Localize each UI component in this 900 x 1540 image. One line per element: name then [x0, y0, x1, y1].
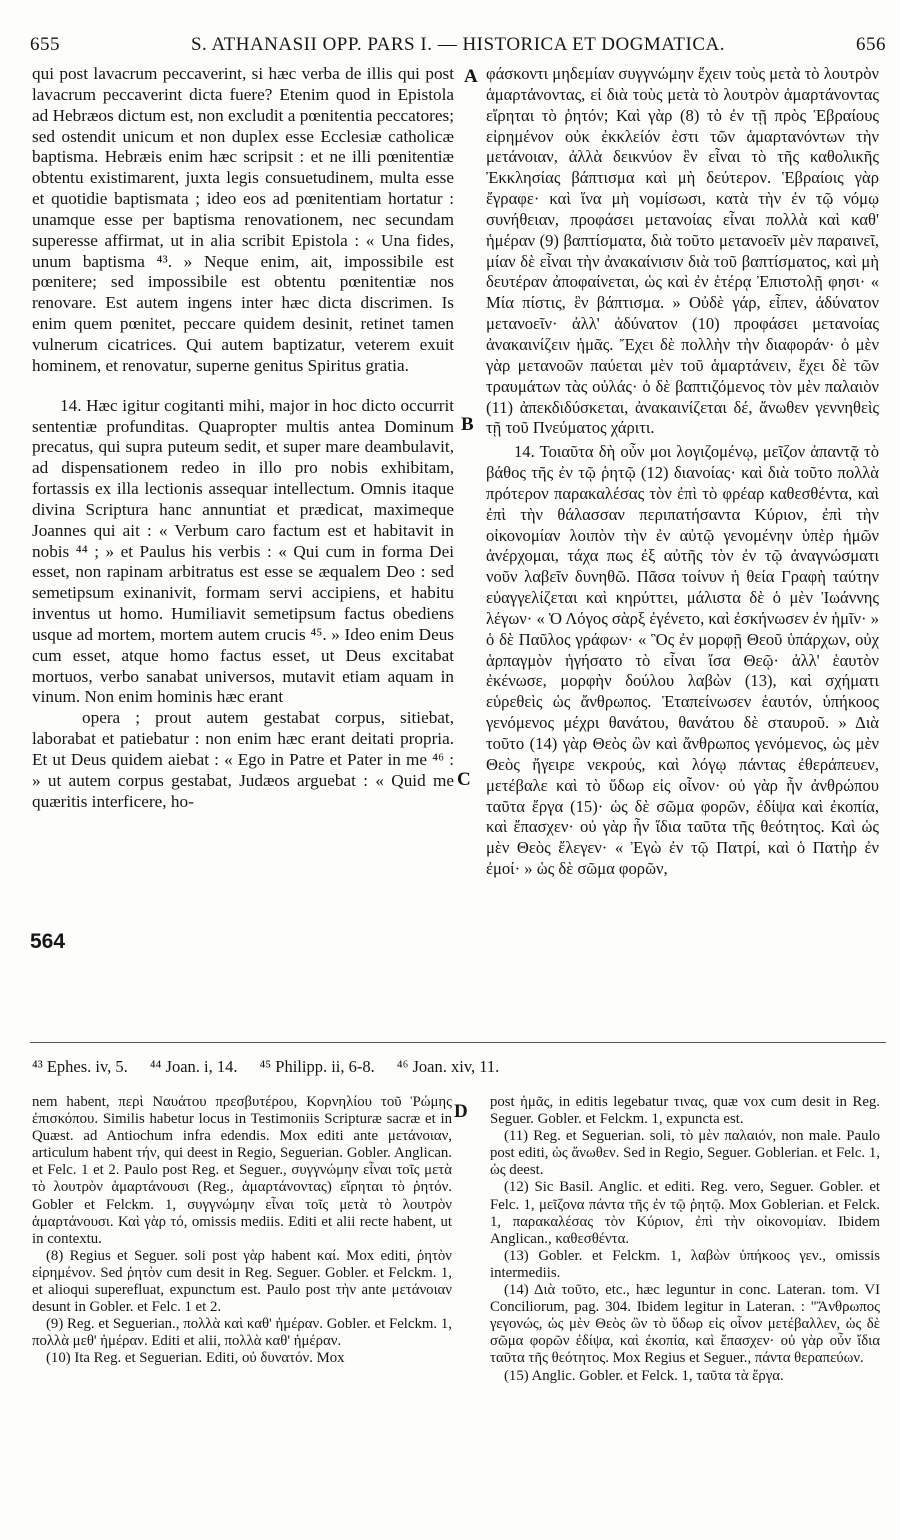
- notes-left-column: [32, 1094, 452, 1368]
- greek-paragraph-2: 14. Τοιαῦτα δὴ οὖν μοι λογιζομένῳ, μεῖζον ἀπαντᾷ τὸ βάθος τῆς ἐν τῷ ῥητῷ (12) διανοίας· καὶ διὰ τοῦτο πολλὰ πρότερον παρακαλέσας τὸν ἐπὶ τὸ φρέαρ καθεσθέντα, καὶ ἐπὶ τὴν θάλασσαν περιπατήσαντα Κύριον, ἐπὶ τὴν οἰκονομίαν λοιπὸν τὴν ἐν αὐτῷ γενομένην ὑπὲρ ἡμῶν ἀνέρχομαι, τάχα πως ἐξ αὐτῆς τὸν ἐν τῷ ἀναγνώσματι νοῦν λαβεῖν δυνηθῶ. Πᾶσα τοίνυν ἡ θεία Γραφὴ ταύτην εὐαγγελίζεται καὶ κηρύττει, μάλιστα δὲ ὁ μὲν Ἰωάννης λέγων· « Ὁ Λόγος σὰρξ ἐγένετο, καὶ ἐσκήνωσεν ἐν ἡμῖν· » ὁ δὲ Παῦλος γράφων· « Ὃς ἐν μορφῇ Θεοῦ ὑπάρχων, οὐχ ἁρπαγμὸν ἡγήσατο τὸ εἶναι ἴσα Θεῷ· ἀλλ' ἑαυτὸν ἐκένωσε, μορφὴν δούλου λαβὼν (13), καὶ σχήματι εὑρεθεὶς ὡς ἄνθρωπος. Ἐταπείνωσεν ἑαυτόν, ὑπήκοος γενόμενος μέχρι θανάτου, θανάτου δὲ σταυροῦ. » Διὰ τοῦτο (14) γὰρ Θεὸς ὢν καὶ ἄνθρωπος γενόμενος, ὡς μὲν Θεὸς ἤγειρε νεκρούς, καὶ λόγῳ πάντας ἐθεράπευεν, μετέβαλε καὶ τὸ ὕδωρ εἰς οἶνον· οὐ γὰρ ἦν ἀνθρώπου ταῦτα ἔργα (15)· ὡς δὲ σῶμα φορῶν, ἐδίψα καὶ ἐκοπία, καὶ ἔπασχεν· οὐ γὰρ ἦν ἴδια ταῦτα τῆς θεότητος. Καὶ ὡς μὲν Θεὸς ἔλεγεν· « Ἐγὼ ἐν τῷ Πατρί, καὶ ὁ Πατὴρ ἐν ἐμοί· » ὡς δὲ σῶμα φορῶν,: [486, 442, 879, 879]
- latin-paragraph-1: qui post lavacrum peccaverint, si hæc verba de illis qui post lavacrum peccaverint dicta fuere? Etenim quod in Epistola ad Hebræos dictum est, non excludit a pœnitentia peccatores; sed ostendit unicum et non duplex esse Ecclesiæ catholicæ baptisma. Hebræis enim hæc scripsit : et ne illi pœnitentiæ obtentu existimarent, juxta legis consuetudinem, multa esse et quotidie baptismata ; ideo eos ad pœnitentiam hortatur : unamque esse per baptisma renovationem, nec secundam superesse affirmat, ut in alia scribit Epistola : « Una fides, unum baptisma ⁴³. » Neque enim, ait, impossibile est pœnitere; sed impossibile est obtentu pœnitentiæ nos renovare. Est autem ingens inter hæc dicta discrimen. Is enim quem pœnitet, peccare quidem desinit, retinet tamen vulnerum cicatrices. Qui autem baptizatur, veterem exuit hominem, et renovatur, superne genitus Spiritus gratia.: [32, 64, 454, 375]
- scripture-ref: ⁴⁴ Joan. i, 14.: [149, 1057, 238, 1076]
- note: (14) Διὰ τοῦτο, etc., hæc leguntur in conc. Lateran. tom. VI Conciliorum, pag. 304. Ibidem legitur in Lateran. : "Ἄνθρωπος γεγονώς, ὡς μὲν Θεὸς ὢν τὸ ὕδωρ εἰς οἶνον μετέβαλλεν, ὡς δὲ σῶμα φορῶν ἐδίψα, καὶ ἐκοπία, καὶ ἔπασχεν· οὐ γὰρ οὖν ἴδια ταῦτα τῆς θεότητος. Mox Regius et Seguer., πάντα θεραπεύων.: [490, 1282, 880, 1367]
- note: (13) Gobler. et Felckm. 1, λαβὼν ὑπήκοος γεν., omissis intermediis.: [490, 1247, 880, 1281]
- running-title: S. ATHANASII OPP. PARS I. — HISTORICA ET DOGMATICA.: [190, 34, 726, 55]
- note: nem habent, περὶ Ναυάτου πρεσβυτέρου, Κορνηλίου τοῦ Ῥώμης ἐπισκόπου. Similis habetur locus in Testimoniis Scripturæ sacræ et in Quæst. ad Antiochum infra edendis. Mox editi ante μετάνοιαν, articulum habent τήν, qui deest in Regio, Seguerian. Gobler. Anglican. et Felc. 1 et 2. Paulo post Reg. et Seguer., συγγνώμην εἶναι τοῖς μετὰ τὸ λουτρὸν ἁμαρτάνουσι (Reg., ἁμαρτάνοντας) εἴρηται τὸ ῥητόν. Gobler et Felckm. 1, συγγνώμην εἶναι τοῖς μετὰ τὸ λουτρὸν ἁμαρτάνουσι. Καὶ γὰρ τό, omissis mediis. Editi et alii recte habent, ut in contextu.: [32, 1094, 452, 1247]
- latin-paragraph-2: 14. Hæc igitur cogitanti mihi, major in hoc dicto occurrit sententiæ profunditas. Quapropter multis antea Dominum precatus, qui supra puteum sedit, et super mare deambulavit, ad dispensationem redeo in illo pro nobis exhibitam, fortassis ex illa lectionis assequar intellectum. Omnis itaque divina Scriptura hanc annuntiat et prædicat, maximeque Joannes qui ait : « Verbum caro factum est et habitavit in nobis ⁴⁴ ; » et Paulus his verbis : « Qui cum in forma Dei esset, non rapinam arbitratus est esse se æqualem Deo : sed semetipsum exinanivit, formam servi accipiens, et habitu inventus ut homo. Humiliavit semetipsum factus obediens usque ad mortem, mortem autem crucis ⁴⁵. » Ideo enim Deus cum esset, atque homo factus esset, ut Deus excitabat mortuos, verbo sanabat universos, mutavit etiam aquam in vinum. Non enim hominis hæc erant: [32, 395, 454, 707]
- scripture-references: [32, 1057, 880, 1077]
- note: (15) Anglic. Gobler. et Felck. 1, ταῦτα τὰ ἔργα.: [504, 1367, 784, 1384]
- note: post ἡμᾶς, in editis legebatur τινας, quæ vox cum desit in Reg. Seguer. Gobler. et Felckm. 1, expuncta est.: [490, 1094, 880, 1128]
- greek-paragraph-1: φάσκοντι μηδεμίαν συγγνώμην ἔχειν τοὺς μετὰ τὸ λουτρὸν ἁμαρτάνοντας, εἰ διὰ τοὺς μετὰ τὸ λουτρὸν ἁμαρτάνοντας εἴρηται τὸ ῥητόν; Καὶ γὰρ (8) τὸ ἐν τῇ πρὸς Ἑβραίους εἰρημένον οὐκ ἐκκλείόν ἐστι τῶν ἁμαρτανόντων τὴν μετάνοιαν, ἀλλὰ δεικνύον ἓν εἶναι τὸ τῆς καθολικῆς Ἐκκλησίας βάπτισμα καὶ μὴ δεύτερον. Ἑβραίοις γὰρ ἔγραφε· καὶ ἵνα μὴ νομίσωσι, κατὰ τὴν ἐν τῷ νόμῳ συνήθειαν, προφάσει μετανοίας εἶναι πολλὰ καὶ καθ' ἡμέραν (9) βαπτίσματα, διὰ τοῦτο μετανοεῖν μὲν παραινεῖ, μίαν δὲ εἶναι τὴν ἀνακαίνισιν διὰ τοῦ βαπτίσματος, καὶ μὴ δευτέραν ἀποφαίνεται, ὡς καὶ ἐν ἑτέρᾳ Ἐπιστολῇ φησι· « Μία πίστις, ἓν βάπτισμα. » Οὐδὲ γάρ, εἶπεν, ἀδύνατον μετανοεῖν· ἀλλ' ἀδύνατον (10) προφάσει μετανοίας ἀνακαινίζειν ἡμᾶς. Ἔχει δὲ πολλὴν τὴν διαφοράν· ὁ μὲν γὰρ μετανοῶν παύεται μὲν τοῦ ἁμαρτάνειν, ἔχει δὲ τῶν τραυμάτων τὰς οὐλάς· ὁ δὲ βαπτιζόμενος τὸν μὲν παλαιὸν (11) ἀπεκδιδύσκεται, ἀνακαινίζεται δέ, ἄνωθεν γεννηθεὶς τῇ τοῦ Πνεύματος χάριτι.: [486, 64, 879, 438]
- margin-letter-c: C: [457, 769, 471, 790]
- greek-column: [486, 64, 879, 880]
- note: (8) Regius et Seguer. soli post γὰρ habent καί. Mox editi, ῥητὸν εἰρημένον. Sed ῥητὸν cum desit in Reg. Seguer. Gobler. et Felckm. 1, et alioqui superefluat, expunctum est. Paulo post τὴν ante μετάνοιαν desunt in Gobler. et Felc. 1 et 2.: [32, 1247, 452, 1316]
- notes-right-column: [490, 1094, 880, 1385]
- margin-letter-b: B: [461, 414, 474, 435]
- latin-column: [32, 64, 454, 813]
- running-header: [30, 34, 886, 60]
- page-number-right: 656: [856, 34, 886, 55]
- latin-paragraph-3: opera ; prout autem gestabat corpus, sitiebat, laborabat et patiebatur : non enim hæc erant deitati propria. Et ut Deus quidem aiebat : « Ego in Patre et Pater in me ⁴⁶ : » ut autem corpus gestabat, Judæos arguebat : « Quid me quæritis interficere, ho-: [32, 708, 454, 811]
- scripture-ref: ⁴⁵ Philipp. ii, 6-8.: [259, 1057, 375, 1076]
- margin-letter-a: A: [464, 66, 478, 87]
- scripture-ref: ⁴⁶ Joan. xiv, 11.: [396, 1057, 500, 1076]
- note: (11) Reg. et Seguerian. soli, τὸ μὲν παλαιόν, non male. Paulo post editi, ὡς ἄνωθεν. Sed in Regio, Seguer. Goblerian. et Felc. 1, ὡς deest.: [490, 1128, 880, 1179]
- margin-letter-d: D: [454, 1101, 468, 1122]
- page-number-left: 655: [30, 34, 60, 55]
- inner-page-number: 564: [30, 930, 66, 953]
- note: (12) Sic Basil. Anglic. et editi. Reg. vero, Seguer. Gobler. et Felc. 1, μεῖζονα πάντα τῆς ἐν τῷ ῥητῷ. Mox Goblerian. et Felck. 1, παρακαλέσας τὸν Κύριον, ἐπὶ τὴν οἰκονομίαν. Ibidem Anglican., καθεσθέντα.: [490, 1179, 880, 1247]
- note: (9) Reg. et Seguerian., πολλὰ καὶ καθ' ἡμέραν. Gobler. et Felckm. 1, πολλὰ μεθ' ἡμέραν. Editi et alii, πολλὰ καθ' ἡμέραν.: [32, 1316, 452, 1350]
- scripture-ref: ⁴³ Ephes. iv, 5.: [32, 1057, 128, 1076]
- note: (10) Ita Reg. et Seguerian. Editi, οὐ δυνατόν. Mox: [46, 1350, 345, 1367]
- footnote-rule: [30, 1042, 886, 1043]
